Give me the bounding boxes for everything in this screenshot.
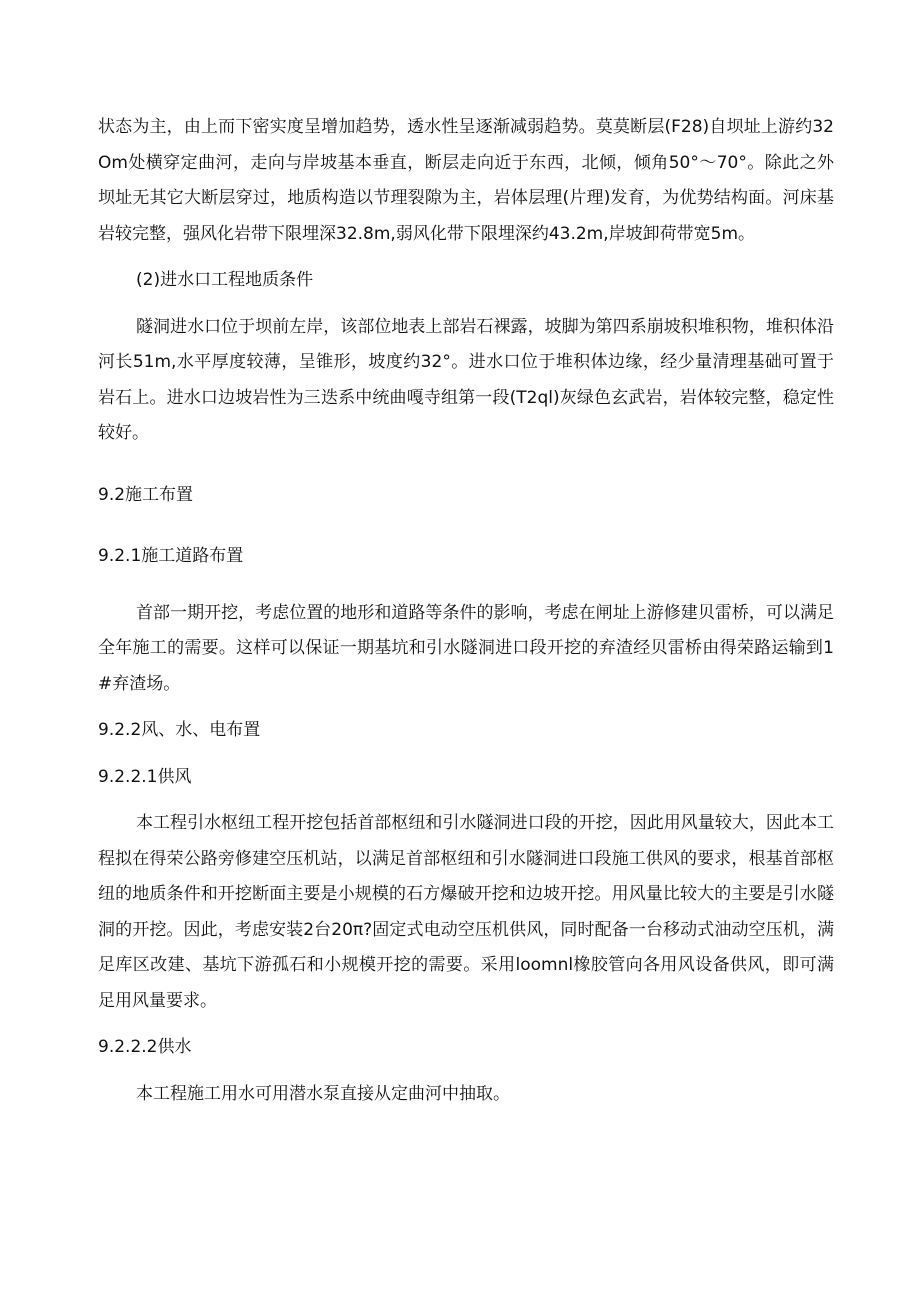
- paragraph-road-layout: 首部一期开挖，考虑位置的地形和道路等条件的影响，考虑在闸址上游修建贝雷桥，可以满足全年施工的需要。这样可以保证一期基坑和引水隧洞进口段开挖的弃渣经贝雷桥由得荣路运输到1#弃渣场。: [98, 602, 834, 694]
- paragraph-water-supply: 本工程施工用水可用潜水泵直接从定曲河中抽取。: [136, 1083, 510, 1104]
- heading-9-2-2-1: 9.2.2.1供风: [98, 766, 192, 787]
- heading-9-2-2-2: 9.2.2.2供水: [98, 1037, 192, 1057]
- paragraph-inlet-geology: 隧洞进水口位于坝前左岸，该部位地表上部岩石裸露，坡脚为第四系崩坡积堆积物，堆积体沿河长51m,水平厚度较薄，呈锥形，坡度约32°。进水口位于堆积体边缘，经少量清理基础可置于岩石上。进水口边坡岩性为三迭系中统曲嘎寺组第一段(T2ql)灰绿色玄武岩，岩体较完整，稳定性较好。: [98, 316, 834, 443]
- heading-9-2: 9.2施工布置: [98, 484, 194, 505]
- paragraph-air-supply: 本工程引水枢纽工程开挖包括首部枢纽和引水隧洞进口段的开挖，因此用风量较大，因此本工程拟在得荣公路旁修建空压机站，以满足首部枢纽和引水隧洞进口段施工供风的要求，根基首部枢纽的地质条件和开挖断面主要是小规模的石方爆破开挖和边坡开挖。用风量比较大的主要是引水隧洞的开挖。因此，考虑安装2台20π?固定式电动空压机供风，同时配备一台移动式油动空压机，满足库区改建、基坑下游孤石和小规模开挖的需要。采用loomnl橡胶管向各用风设备供风，即可满足用风量要求。: [98, 813, 834, 1011]
- heading-9-2-2: 9.2.2风、水、电布置: [98, 720, 261, 740]
- heading-9-2-1: 9.2.1施工道路布置: [98, 546, 244, 566]
- heading-inlet-geology: (2)进水口工程地质条件: [136, 270, 314, 290]
- paragraph-dam-geology: 状态为主，由上而下密实度呈增加趋势，透水性呈逐渐减弱趋势。莫莫断层(F28)自坝址上游约32Om处横穿定曲河，走向与岸坡基本垂直，断层走向近于东西，北倾，倾角50°～70°。除此之外坝址无其它大断层穿过，地质构造以节理裂隙为主，岩体层理(片理)发育，为优势结构面。河床基岩较完整，强风化岩带下限埋深32.8m,弱风化带下限埋深约43.2m,岸坡卸荷带宽5m。: [98, 117, 834, 244]
